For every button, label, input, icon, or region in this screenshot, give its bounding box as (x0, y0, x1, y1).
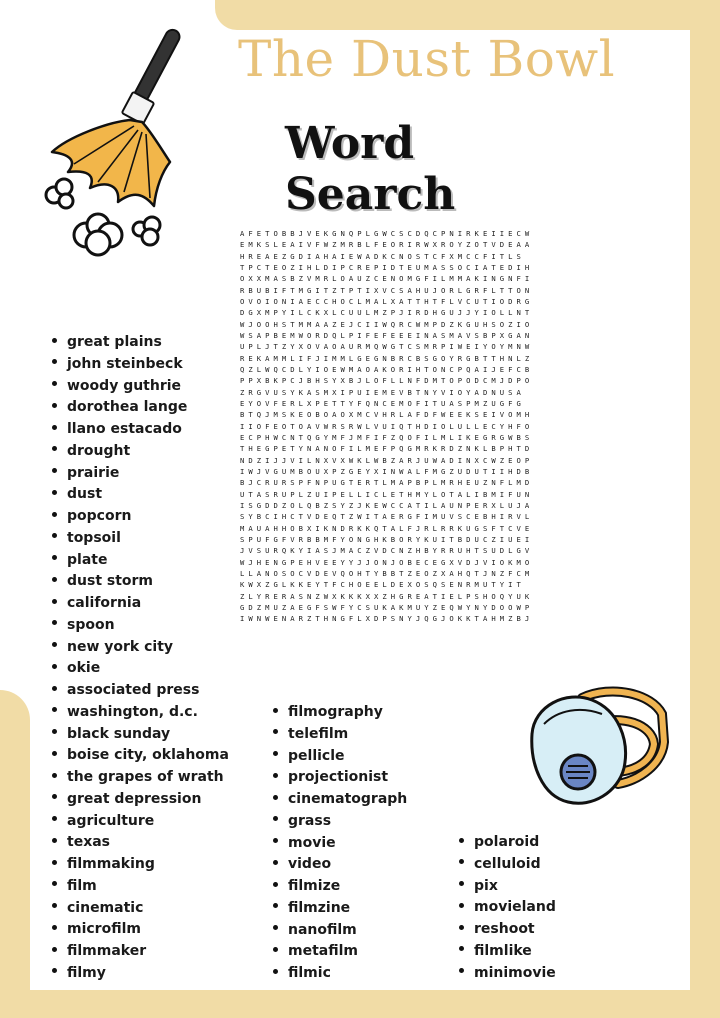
list-item: filmzine (273, 898, 407, 920)
grid-row: IWNWENARZTHNGFLXDPSNYJQGJOKKTAHMZBJ (240, 614, 534, 624)
grid-row: NDZIJJVILNXVXWKLWBZARJUWADINXCWZEOP (240, 455, 534, 465)
grid-row: LLANOSOCVDEVQOHTYBBTZEOZXAHQTJNZFCM (240, 568, 534, 578)
grid-row: REKAMMLIFJIMMLGEGNBRCBSGOYRGBTTHNLZ (240, 353, 534, 363)
word-list-3 (459, 832, 556, 984)
list-item: pix (459, 876, 556, 898)
grid-row: EMKSLEAIVFWZMRBLFEORIRWXROYZOTVDEAA (240, 240, 534, 250)
list-item: the grapes of wrath (52, 767, 229, 789)
list-item: pellicle (273, 746, 407, 768)
grid-row: THEGPETYNANOFILMEFPQGMRKRDZNKLBPHTD (240, 444, 534, 454)
list-item: telefilm (273, 724, 407, 746)
grid-row: AFETOBBJVEKGNQPLGWCSCDQCPNIRKEIIECW (240, 229, 534, 238)
grid-row: IWJVGUMBOUXPZGEYXINWALFMGZUDUTIIHDB (240, 466, 534, 476)
grid-row: KWXZGLKKEYTFCHOEELDEXOSQSENRMUTYIT (240, 580, 525, 590)
list-item: texas (52, 832, 229, 854)
grid-row: EYOVFERLXPETTYFQNCEMOFITUASPMZUGFG (240, 398, 525, 408)
list-item: filmlike (459, 941, 556, 963)
list-item: filmography (273, 702, 407, 724)
list-item: okie (52, 658, 229, 680)
grid-row: WJHENGPEHVEEYYJJONJOBECEGXVDJVIOKMO (240, 557, 534, 567)
grid-row: ISGDDZOLQBZSYZJKEWCCATILAUNPERXLUJA (240, 500, 534, 510)
list-item: metafilm (273, 941, 407, 963)
list-item: woody guthrie (52, 376, 229, 398)
grid-row: BJCRURSPFNPUGTERTLMAPBPLMRHEUZNFLMD (240, 478, 534, 488)
list-item: dust (52, 484, 229, 506)
list-item: movieland (459, 897, 556, 919)
grid-row: MAUAHHOBXIKNDRKKQTALFJRLRRKUGSFTCVE (240, 523, 534, 533)
frame-left-band (0, 690, 30, 1018)
list-item: nanofilm (273, 920, 407, 942)
list-item: prairie (52, 463, 229, 485)
list-item: boise city, oklahoma (52, 745, 229, 767)
list-item: movie (273, 833, 407, 855)
list-item: dorothea lange (52, 397, 229, 419)
grid-row: ZRGVUSYKASMXIPUIEMEVBTNYVIOYADNUSA (240, 387, 525, 397)
grid-row: IIOFEOTOAVWRSRWLVUIQTHDIOLULLECYHFO (240, 421, 534, 431)
grid-row: ECPHWCNTQGYMFJMFIFZQOFILMLIKEGRGWBS (240, 432, 534, 442)
list-item: video (273, 854, 407, 876)
list-item: llano estacado (52, 419, 229, 441)
grid-row: BTQJMSKEOBOAOXMCVHRLAFDFWEEKSEIVOMH (240, 410, 534, 420)
list-item: microfilm (52, 919, 229, 941)
grid-row: UTASRUPLZUIPELLICLETHMYLOTALIBMIFUN (240, 489, 534, 499)
list-item: dust storm (52, 571, 229, 593)
frame-top-band (215, 0, 720, 30)
grid-row: SPUFGFVRBBMFYONGHKBORYKUITBDUCZIUEI (240, 534, 534, 544)
page-title: The Dust Bowl (238, 30, 616, 88)
list-item: agriculture (52, 811, 229, 833)
list-item: minimovie (459, 963, 556, 985)
grid-row: GDZMUZAEGFSWFYCSUKAKMUYZEQWYNYDOOWP (240, 602, 534, 612)
list-item: great depression (52, 789, 229, 811)
list-item: new york city (52, 637, 229, 659)
letter-grid (240, 228, 670, 656)
grid-row: TPCTEOZIHLDIPCREPIDTEUMASSOCIATEDIH (240, 262, 534, 272)
grid-row: OXXMASBZVMRLOAUZCENOMGFILMMAKINGNFI (240, 274, 534, 284)
grid-row: WJOOHSTMMAAZEJCIIWQRCWMPDZKGUHSOZIO (240, 319, 534, 329)
grid-row: HREAEZGDIAHAIEWADKCNOSTCFXMCCFITLS (240, 251, 525, 261)
list-item: spoon (52, 615, 229, 637)
page-subtitle: Word Search (285, 118, 456, 220)
list-item: california (52, 593, 229, 615)
grid-row: ZLYRERASNZWXKKKXXZHGREATIELPSHOQYUK (240, 591, 534, 601)
list-item: topsoil (52, 528, 229, 550)
list-item: polaroid (459, 832, 556, 854)
list-item: projectionist (273, 767, 407, 789)
list-item: filmmaking (52, 854, 229, 876)
list-item: cinematic (52, 898, 229, 920)
list-item: drought (52, 441, 229, 463)
list-item: washington, d.c. (52, 702, 229, 724)
list-item: associated press (52, 680, 229, 702)
list-item: celluloid (459, 854, 556, 876)
grid-row: WSAPBEMWORDQLPIFEFEEEINASMAVSBPXGAN (240, 330, 534, 340)
list-item: plate (52, 550, 229, 572)
grid-row: UPLJTZYXOVAOAURMQWGTCSMRPIWEIYOYMNW (240, 342, 534, 352)
grid-row: OVOIONIAECCHOCLMALXATTHTFLVCUTIODRG (240, 296, 534, 306)
grid-row: DGXMPYILCKXLCUULMZPJIRDHGUJJYIOLLNT (240, 308, 534, 318)
list-item: filmize (273, 876, 407, 898)
list-item: grass (273, 811, 407, 833)
list-item: black sunday (52, 724, 229, 746)
face-mask-icon (522, 684, 672, 814)
list-item: great plains (52, 332, 229, 354)
list-item: john steinbeck (52, 354, 229, 376)
list-item: reshoot (459, 919, 556, 941)
list-item: cinematograph (273, 789, 407, 811)
word-list-1 (52, 332, 229, 985)
dust-cloud-icon (40, 175, 170, 270)
grid-row: JVSURQKYIASJMACZVDCNZHBYRRUHTSUDLGV (240, 546, 534, 556)
grid-row: PPXBKPCJBHSYXBJLOFLLNFDMTOPODCMJDPO (240, 376, 534, 386)
grid-row: QZLWQCDLYIOEWMAOAKORIHTONCPQAIJEFCB (240, 364, 534, 374)
list-item: filmic (273, 963, 407, 985)
list-item: filmy (52, 963, 229, 985)
word-list-2 (273, 702, 407, 985)
grid-row: RBUBIFTMGITZTPTIXVCSAHUJORLGRFLTTON (240, 285, 534, 295)
list-item: filmmaker (52, 941, 229, 963)
frame-right-band (690, 0, 720, 940)
list-item: popcorn (52, 506, 229, 528)
grid-row: SYBCIHCTVDEQTZWITAERGFIMUVSCEBHIRVL (240, 512, 534, 522)
list-item: film (52, 876, 229, 898)
